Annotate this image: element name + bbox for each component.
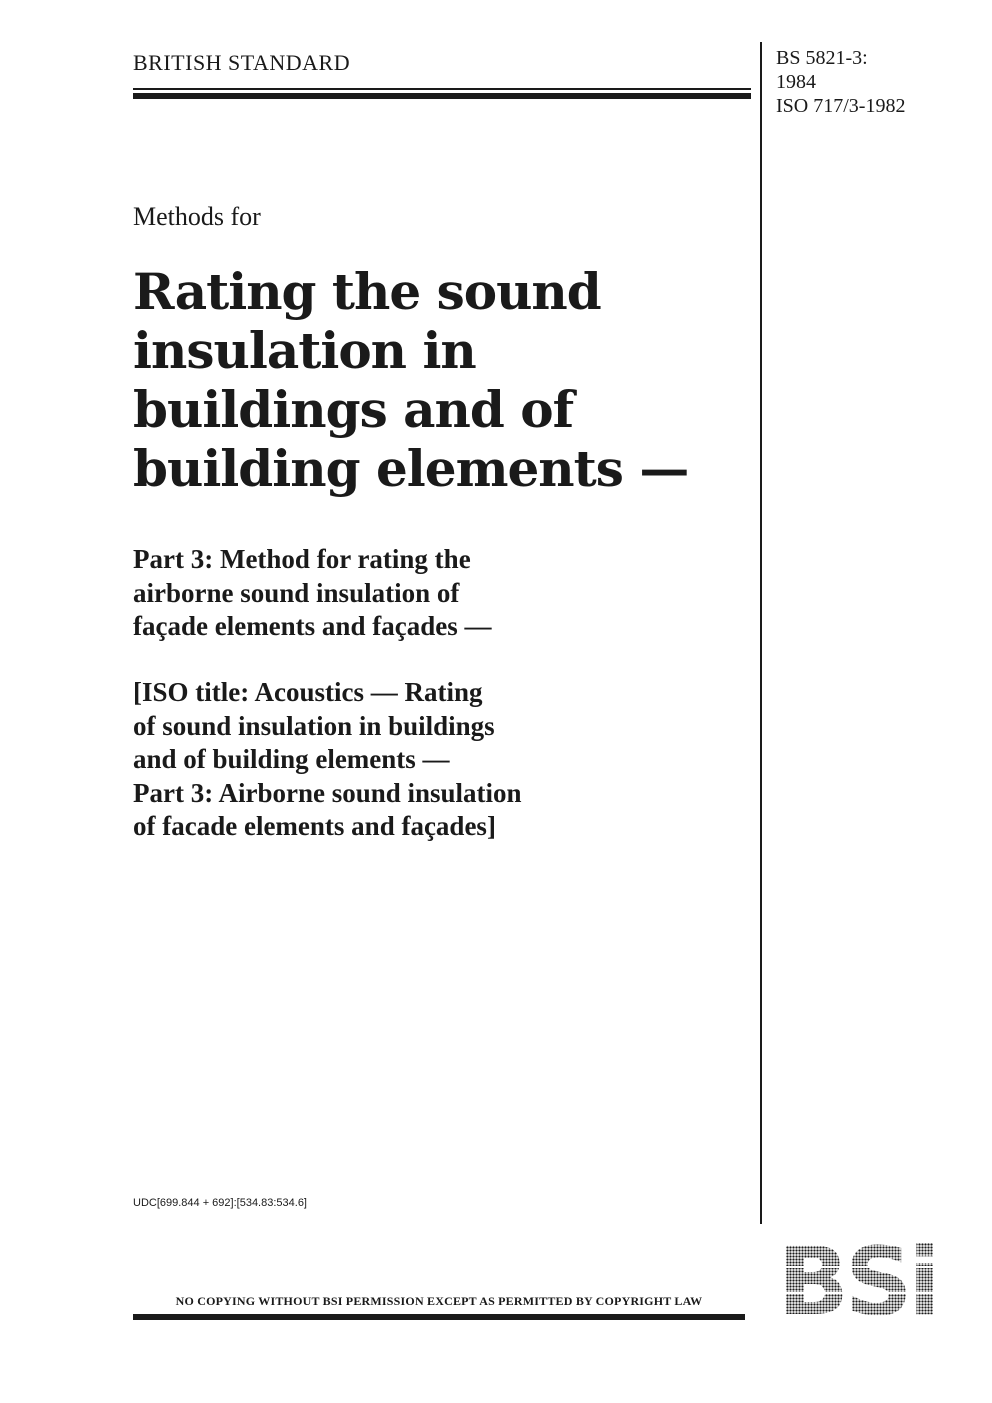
part-title-line: Part 3: Method for rating the: [133, 544, 471, 574]
iso-title-line: of facade elements and façades]: [133, 811, 496, 841]
standard-number-line: BS 5821-3:: [776, 47, 868, 69]
standard-number: [776, 46, 905, 118]
iso-title-line: [ISO title: Acoustics — Rating: [133, 677, 483, 707]
bsi-logo: [768, 1240, 946, 1320]
main-title-line: buildings and of: [133, 380, 574, 439]
header-rule-thin: [133, 88, 751, 90]
main-title-line: insulation in: [133, 321, 476, 380]
standard-number-line: ISO 717/3-1982: [776, 95, 906, 117]
part-title-line: airborne sound insulation of: [133, 577, 460, 608]
part-title: [133, 543, 743, 644]
main-title-line: Rating the sound: [133, 262, 601, 321]
iso-title: [133, 676, 743, 844]
part-title-line: façade elements and façades —: [133, 611, 492, 641]
iso-title-line: Part 3: Airborne sound insulation: [133, 777, 522, 808]
main-title-line: building elements —: [133, 439, 689, 498]
copyright-rule: [133, 1314, 745, 1320]
title-lead: Methods for: [133, 202, 261, 231]
udc-classification: UDC[699.844 + 692]:[534.83:534.6]: [133, 1197, 307, 1209]
iso-title-line: of sound insulation in buildings: [133, 710, 495, 741]
standard-label: BRITISH STANDARD: [133, 50, 351, 75]
standard-number-line: 1984: [776, 71, 816, 93]
margin-divider: [760, 42, 762, 1224]
copyright-notice: NO COPYING WITHOUT BSI PERMISSION EXCEPT AS PERMITTED BY COPYRIGHT LAW: [175, 1294, 703, 1308]
iso-title-line: and of building elements —: [133, 744, 450, 774]
header-rule-thick: [133, 93, 751, 99]
main-title: [133, 262, 743, 498]
